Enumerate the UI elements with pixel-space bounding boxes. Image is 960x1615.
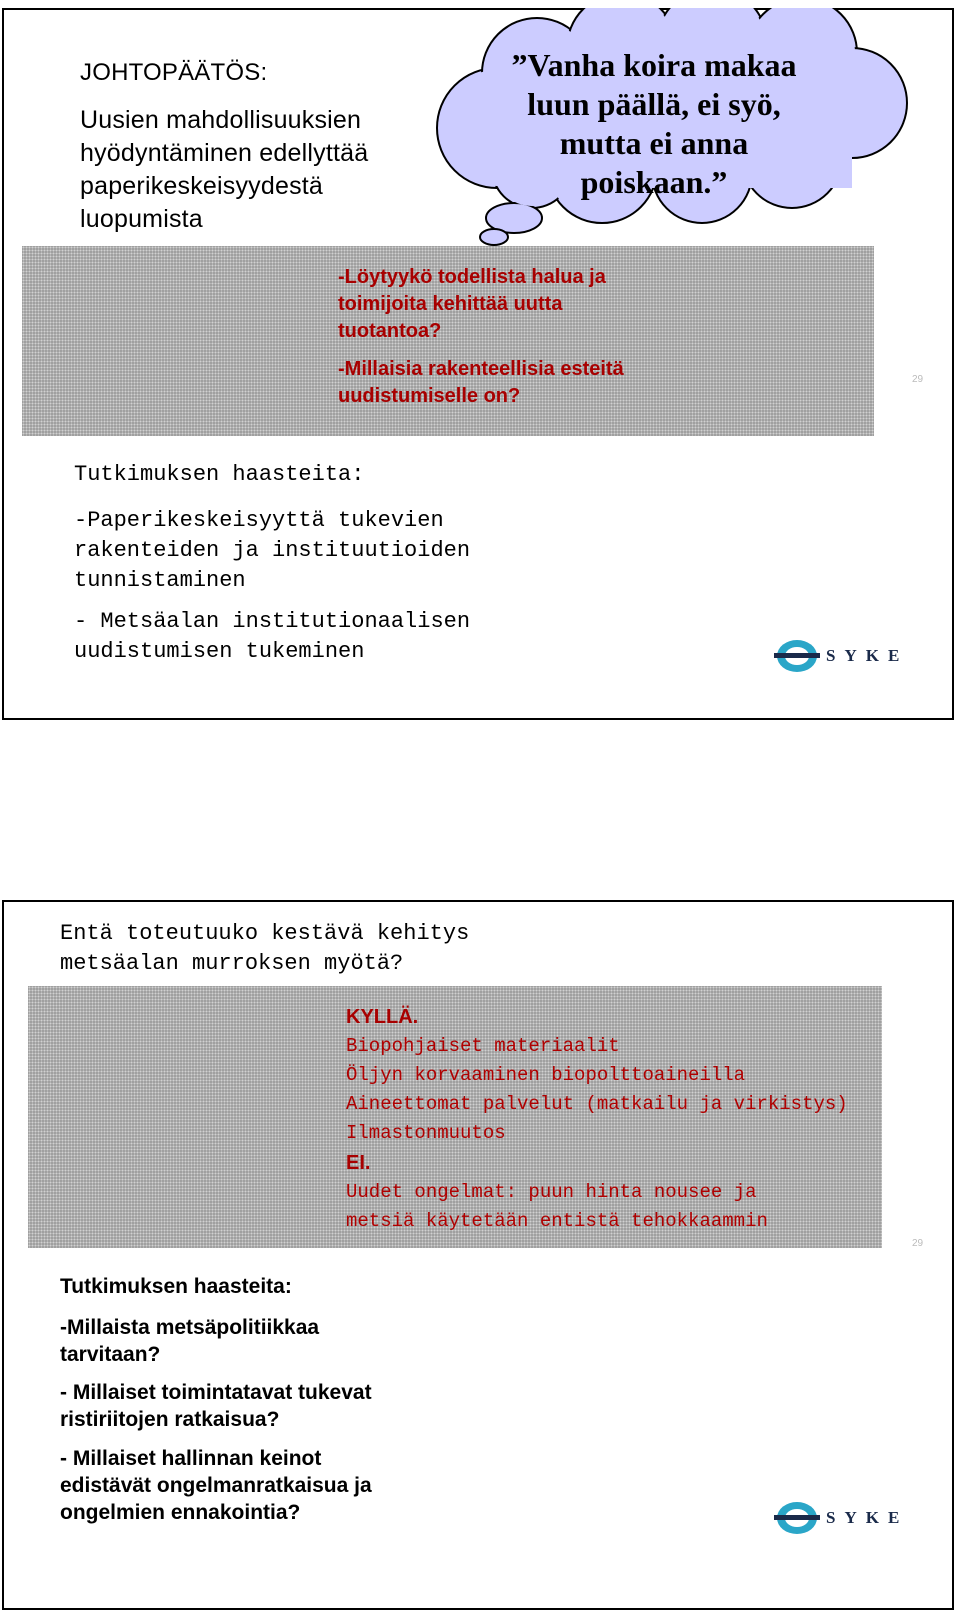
yes-item: Ilmastonmuutos [346, 1122, 506, 1144]
syke-logo [774, 1500, 908, 1536]
question-line: uudistumiselle on? [338, 385, 521, 407]
conclusion-line: hyödyntäminen edellyttää [80, 139, 369, 167]
cloud-quote-line: ”Vanha koira makaa [511, 47, 797, 83]
yes-label: KYLLÄ. [346, 1006, 419, 1028]
research-line: -Paperikeskeisyyttä tukevien [74, 508, 444, 533]
slide-question [60, 919, 469, 979]
research-line: -Millaista metsäpolitiikkaa [60, 1316, 320, 1339]
slide-2 [2, 900, 954, 1610]
syke-logo-text: SYKE [826, 646, 909, 665]
research-line: edistävät ongelmanratkaisua ja [60, 1474, 372, 1497]
research-line: - Millaiset hallinnan keinot [60, 1447, 322, 1470]
cloud-quote-line: mutta ei anna [559, 125, 749, 161]
no-item: metsiä käytetään entistä tehokkaammin [346, 1210, 768, 1232]
page-number: 29 [912, 374, 924, 385]
yes-list [346, 1032, 848, 1148]
question-line: tuotantoa? [338, 320, 442, 342]
slide-question-line: metsäalan murroksen myötä? [60, 951, 404, 976]
page-number: 29 [912, 1238, 924, 1249]
research-item-2 [60, 1379, 372, 1433]
cloud-quote [459, 46, 849, 202]
research-item-1 [60, 1314, 319, 1368]
conclusion-line: paperikeskeisyydestä [80, 172, 324, 200]
conclusion-text [80, 104, 368, 236]
question-line: -Löytyykö todellista halua ja [338, 266, 606, 288]
question-1 [338, 264, 606, 345]
research-line: - Millaiset toimintatavat tukevat [60, 1381, 372, 1404]
no-label: EI. [346, 1152, 371, 1174]
research-item-2 [74, 607, 470, 667]
research-line: tunnistaminen [74, 568, 246, 593]
question-line: toimijoita kehittää uutta [338, 293, 563, 315]
conclusion-line: luopumista [80, 205, 203, 233]
no-list [346, 1178, 768, 1236]
research-line: ristiriitojen ratkaisua? [60, 1408, 280, 1431]
conclusion-line: Uusien mahdollisuuksien [80, 106, 362, 134]
no-item: Uudet ongelmat: puun hinta nousee ja [346, 1181, 757, 1203]
question-2 [338, 356, 624, 410]
syke-logo [774, 638, 908, 674]
question-line: -Millaisia rakenteellisia esteitä [338, 358, 624, 380]
syke-logo-icon [774, 1500, 820, 1536]
cloud-quote-line: poiskaan.” [580, 164, 728, 200]
cloud-quote-line: luun päällä, ei syö, [527, 86, 781, 122]
conclusion-heading: JOHTOPÄÄTÖS: [80, 59, 268, 86]
research-heading: Tutkimuksen haasteita: [74, 462, 365, 487]
slide-question-line: Entä toteutuuko kestävä kehitys [60, 921, 470, 946]
research-heading: Tutkimuksen haasteita: [60, 1275, 292, 1298]
slide-1 [2, 8, 954, 720]
syke-logo-icon [774, 638, 820, 674]
research-line: - Metsäalan institutionaalisen [74, 609, 471, 634]
yes-item: Biopohjaiset materiaalit [346, 1035, 620, 1057]
research-item-3 [60, 1445, 372, 1526]
research-line: tarvitaan? [60, 1343, 161, 1366]
yes-item: Aineettomat palvelut (matkailu ja virkistys) [346, 1093, 848, 1115]
syke-logo-text: SYKE [826, 1508, 909, 1527]
research-line: uudistumisen tukeminen [74, 639, 365, 664]
research-line: rakenteiden ja instituutioiden [74, 538, 471, 563]
yes-item: Öljyn korvaaminen biopolttoaineilla [346, 1064, 746, 1086]
research-item-1 [74, 506, 470, 596]
research-line: ongelmien ennakointia? [60, 1501, 301, 1524]
